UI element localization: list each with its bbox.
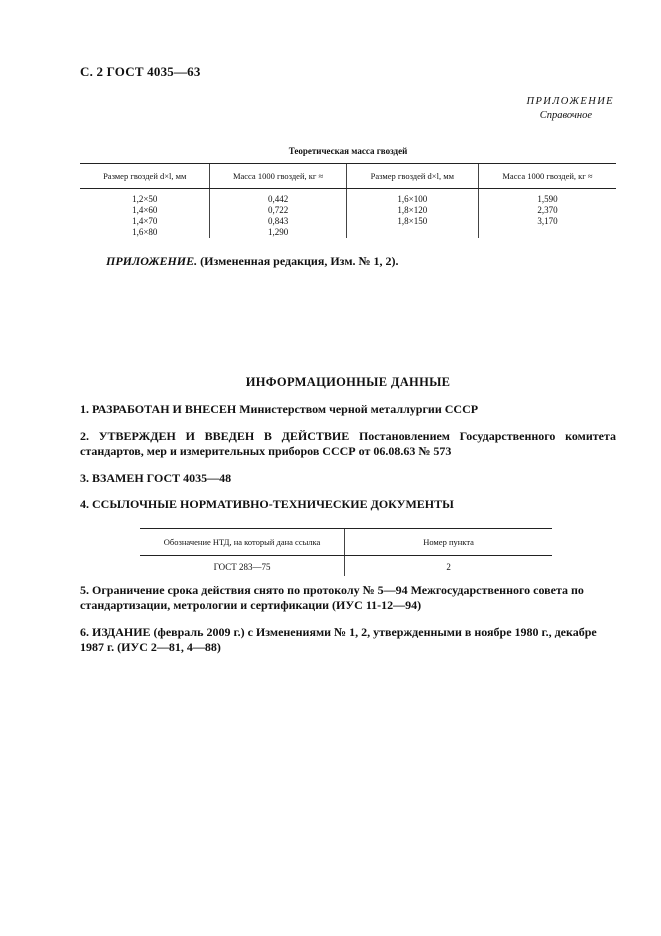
- table-row: [80, 216, 616, 227]
- table-cell: 0,843: [210, 216, 346, 227]
- table-cell: 1,6×100: [346, 189, 478, 206]
- mass-table-title: Теоретическая масса гвоздей: [288, 146, 408, 156]
- info-item-head: 2. УТВЕРЖДЕН И ВВЕДЕН В ДЕЙСТВИЕ: [80, 429, 350, 443]
- column-header: Масса 1000 гвоздей, кг ≈: [210, 164, 346, 189]
- column-header: Номер пункта: [345, 529, 552, 556]
- column-header: Размер гвоздей d×l, мм: [80, 164, 210, 189]
- table-cell: 1,590: [478, 189, 616, 206]
- table-cell: 1,4×60: [132, 205, 158, 215]
- appendix-label: [527, 95, 615, 123]
- table-cell: 0,722: [210, 205, 346, 216]
- table-cell: 1,2×50: [132, 194, 158, 204]
- table-header-row: [140, 529, 552, 556]
- table-row: [80, 189, 616, 206]
- table-cell: 3,170: [478, 216, 616, 227]
- table-cell: ГОСТ 283—75: [213, 561, 271, 572]
- table-cell: 2,370: [478, 205, 616, 216]
- table-cell: 1,290: [210, 227, 346, 238]
- info-item-6: 6. ИЗДАНИЕ (февраль 2009 г.) с Изменениями № 1, 2, утвержденными в ноябре 1980 г., декабре 1987 г. (ИУС 2—81, 4—88): [80, 625, 597, 654]
- table-cell: 2: [345, 556, 552, 577]
- appendix-title: ПРИЛОЖЕНИЕ: [526, 96, 614, 107]
- info-item-3: 3. ВЗАМЕН ГОСТ 4035—48: [80, 471, 232, 485]
- info-item-text: Министерством черной металлургии СССР: [236, 402, 479, 416]
- appendix-note-text: (Измененная редакция, Изм. № 1, 2).: [197, 254, 399, 268]
- info-item-2: [80, 429, 616, 459]
- column-header: Размер гвоздей d×l, мм: [346, 164, 478, 189]
- reference-table: [140, 528, 552, 576]
- table-cell: 1,4×70: [132, 216, 158, 226]
- info-item-1: [80, 402, 616, 417]
- table-cell: 1,8×150: [346, 216, 478, 227]
- info-item-text: Постановлением Государственного комитета стандартов, мер и измерительных приборов СССР от 06.08.63 № 573: [80, 429, 616, 458]
- info-item-4: 4. ССЫЛОЧНЫЕ НОРМАТИВНО-ТЕХНИЧЕСКИЕ ДОКУМЕНТЫ: [80, 497, 454, 511]
- info-item-5: 5. Ограничение срока действия снято по протоколу № 5—94 Межгосударственного совета по стандартизации, метрологии и сертификации (ИУС 11-12—94): [80, 583, 584, 612]
- info-title: ИНФОРМАЦИОННЫЕ ДАННЫЕ: [245, 375, 451, 389]
- table-row: [80, 205, 616, 216]
- appendix-note: [106, 254, 399, 269]
- table-row: [140, 556, 552, 577]
- column-header: Масса 1000 гвоздей, кг ≈: [478, 164, 616, 189]
- table-cell: 0,442: [210, 189, 346, 206]
- table-cell: [346, 227, 478, 238]
- column-header: Обозначение НТД, на который дана ссылка: [140, 529, 345, 556]
- table-cell: 1,8×120: [346, 205, 478, 216]
- appendix-note-label: ПРИЛОЖЕНИЕ.: [106, 254, 198, 268]
- table-row: [80, 227, 616, 238]
- info-item-head: 1. РАЗРАБОТАН И ВНЕСЕН: [80, 402, 237, 416]
- table-cell: 1,6×80: [132, 227, 158, 237]
- appendix-subtitle: Справочное: [539, 110, 592, 121]
- page-header: С. 2 ГОСТ 4035—63: [80, 64, 201, 79]
- table-cell: [478, 227, 616, 238]
- mass-table: [80, 163, 616, 238]
- table-header-row: [80, 164, 616, 189]
